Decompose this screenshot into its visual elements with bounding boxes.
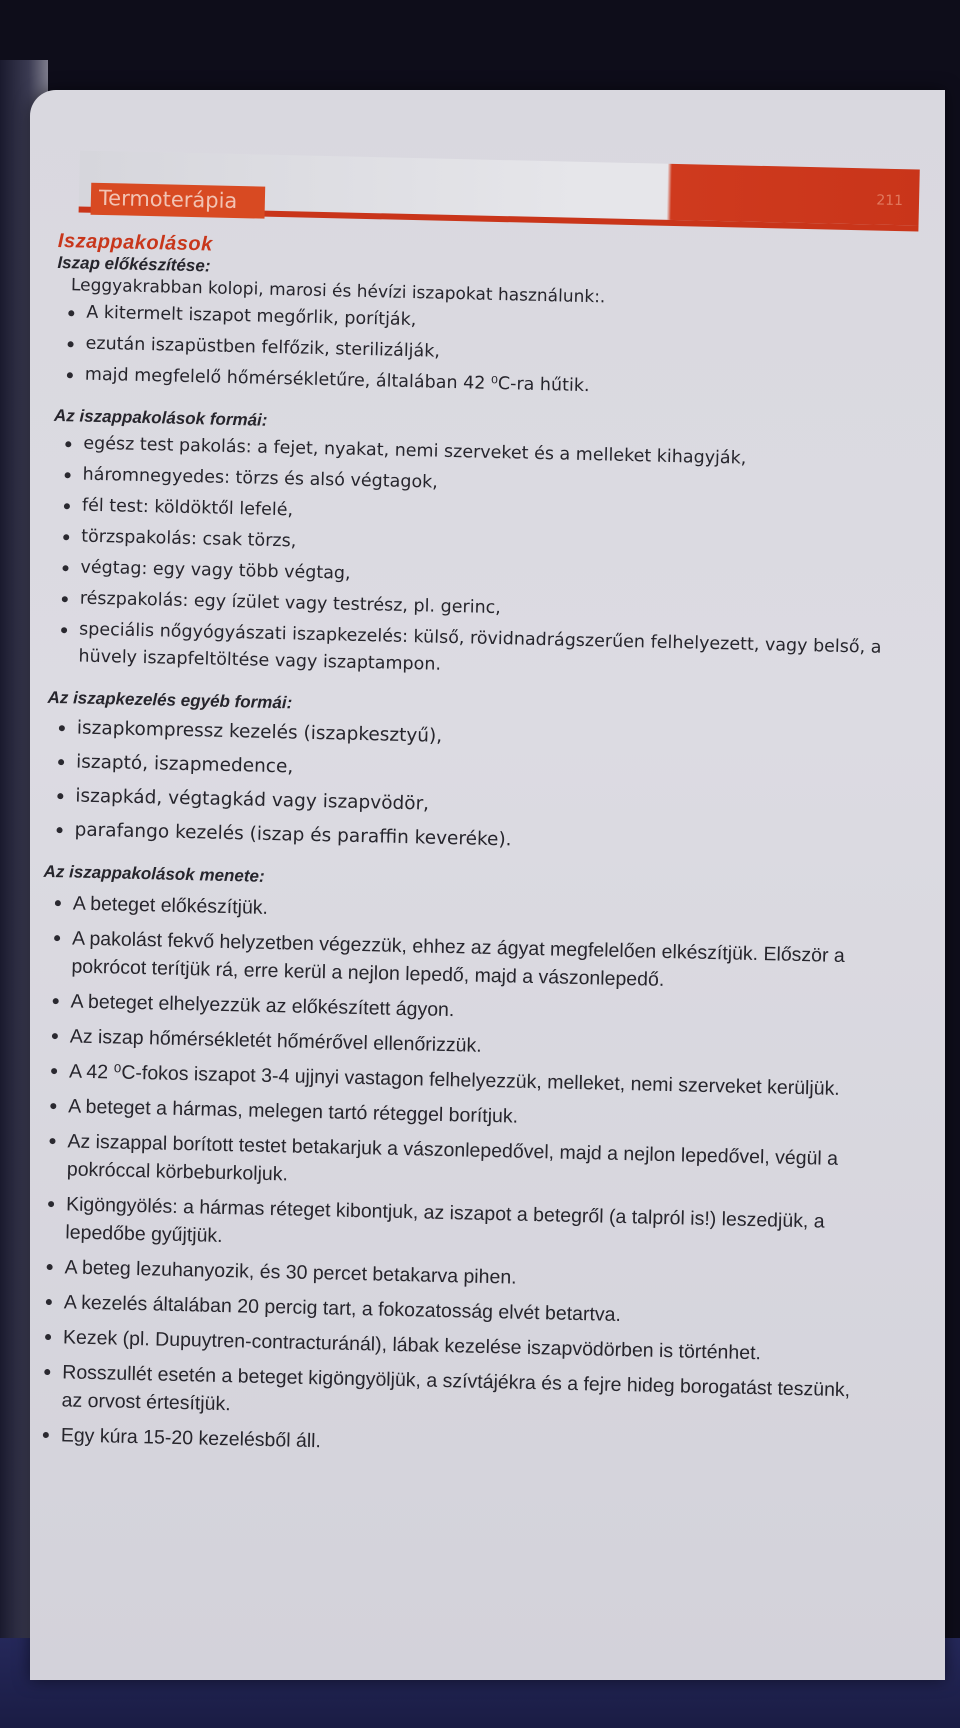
list-item: A kitermelt iszapot megőrlik, porítják, xyxy=(56,299,916,346)
prep-intro: Leggyakrabban kolopi, marosi és hévízi iszapokat használunk:. xyxy=(70,275,606,308)
prep-heading: Iszap előkészítése: xyxy=(57,252,211,276)
bullet-icon xyxy=(57,827,63,833)
bullet-icon xyxy=(65,441,71,447)
other-forms-heading: Az iszapkezelés egyéb formái: xyxy=(47,687,293,713)
bullet-icon xyxy=(65,472,71,478)
bullet-icon xyxy=(55,900,61,906)
procedure-list xyxy=(31,889,883,1468)
bullet-icon xyxy=(50,1103,56,1109)
list-item: törzspakolás: csak törzs, xyxy=(51,523,911,570)
bullet-icon xyxy=(46,1299,52,1305)
list-item: Rosszullét esetén a beteget kigöngyöljük, a szívtájékra és a fejre hideg borogatást teszünk, az orvost értesítjük. xyxy=(31,1358,872,1433)
list-item: A beteg lezuhanyozik, és 30 percet betakarva pihen. xyxy=(34,1253,874,1300)
list-item: egész test pakolás: a fejet, nyakat, nemi szerveket és a melleket kihagyják, xyxy=(53,430,913,477)
bullet-icon xyxy=(64,503,70,509)
list-item: A beteget elhelyezzük az előkészített ágyon. xyxy=(40,987,880,1034)
list-item: Egy kúra 15-20 kezelésből áll. xyxy=(31,1421,871,1468)
bullet-icon xyxy=(63,534,69,540)
bullet-icon xyxy=(61,627,67,633)
list-item: fél test: köldöktől lefelé, xyxy=(52,492,912,539)
list-item: iszapkompressz kezelés (iszapkesztyű), xyxy=(47,714,907,762)
page-number: 211 xyxy=(876,192,904,210)
list-item: A pakolást fekvő helyzetben végezzük, ehhez az ágyat megfelelően elkészítjük. Először a pokrócot terítjük rá, erre kerül a nejlon lepedő, majd a vászonlepedő. xyxy=(41,924,882,999)
bullet-icon xyxy=(62,565,68,571)
prep-list xyxy=(55,299,917,407)
list-item: speciális nőgyógyászati iszapkezelés: külső, rövidnadrágszerűen felhelyezett, vagy belső, a hüvely iszapfeltöltése vagy iszaptampon. xyxy=(48,616,909,689)
book-page xyxy=(30,90,945,1680)
list-item: iszaptó, iszapmedence, xyxy=(46,748,906,796)
list-item: majd megfelelő hőmérsékletűre, általában 42 ⁰C-ra hűtik. xyxy=(55,361,915,408)
list-item: A 42 ⁰C-fokos iszapot 3-4 ujjnyi vastagon felhelyezzük, melleket, nemi szerveket kerüljük. xyxy=(39,1057,879,1104)
bullet-icon xyxy=(57,793,63,799)
bullet-icon xyxy=(68,310,74,316)
bullet-icon xyxy=(62,596,68,602)
bullet-icon xyxy=(68,341,74,347)
bullet-icon xyxy=(44,1369,50,1375)
bullet-icon xyxy=(51,1068,57,1074)
bullet-icon xyxy=(49,1138,55,1144)
list-item: Az iszappal borított testet betakarjuk a vászonlepedővel, majd a nejlon lepedővel, végül a pokróccal körbeburkoljuk. xyxy=(37,1127,878,1202)
list-item: parafango kezelés (iszap és paraffin keveréke). xyxy=(44,816,904,864)
bullet-icon xyxy=(48,1201,54,1207)
chapter-header-bar xyxy=(79,150,920,231)
list-item: ezután iszapüstben felfőzik, sterilizálják, xyxy=(55,330,915,377)
list-item: A beteget előkészítjük. xyxy=(43,889,883,936)
forms-list xyxy=(48,430,913,689)
bullet-icon xyxy=(59,725,65,731)
section-title: Iszappakolások xyxy=(57,229,213,256)
procedure-heading: Az iszappakolások menete: xyxy=(43,861,265,886)
list-item: iszapkád, végtagkád vagy iszapvödör, xyxy=(45,782,905,830)
chapter-title: Termoterápia xyxy=(91,183,266,219)
bullet-icon xyxy=(54,935,60,941)
forms-heading: Az iszappakolások formái: xyxy=(53,405,268,430)
list-item: A kezelés általában 20 percig tart, a fokozatosság elvét betartva. xyxy=(34,1288,874,1335)
bullet-icon xyxy=(43,1432,49,1438)
list-item: Kigöngyölés: a hármas réteget kibontjuk, az iszapot a betegről (a talpról is!) leszedjük, a lepedőbe gyűjtjük. xyxy=(35,1190,876,1265)
list-item: Az iszap hőmérsékletét hőmérővel ellenőrizzük. xyxy=(40,1022,880,1069)
bullet-icon xyxy=(45,1334,51,1340)
bullet-icon xyxy=(67,372,73,378)
bullet-icon xyxy=(52,1033,58,1039)
list-item: A beteget a hármas, melegen tartó réteggel borítjuk. xyxy=(38,1092,878,1139)
bullet-icon xyxy=(47,1264,53,1270)
page-content xyxy=(30,150,919,1475)
bullet-icon xyxy=(58,759,64,765)
list-item: Kezek (pl. Dupuytren-contracturánál), lábak kezelése iszapvödörben is történhet. xyxy=(33,1323,873,1370)
list-item: részpakolás: egy ízület vagy testrész, pl. gerinc, xyxy=(50,585,910,632)
list-item: végtag: egy vagy több végtag, xyxy=(50,554,910,601)
bullet-icon xyxy=(53,998,59,1004)
list-item: háromnegyedes: törzs és alsó végtagok, xyxy=(52,461,912,508)
other-forms-list xyxy=(44,714,907,863)
